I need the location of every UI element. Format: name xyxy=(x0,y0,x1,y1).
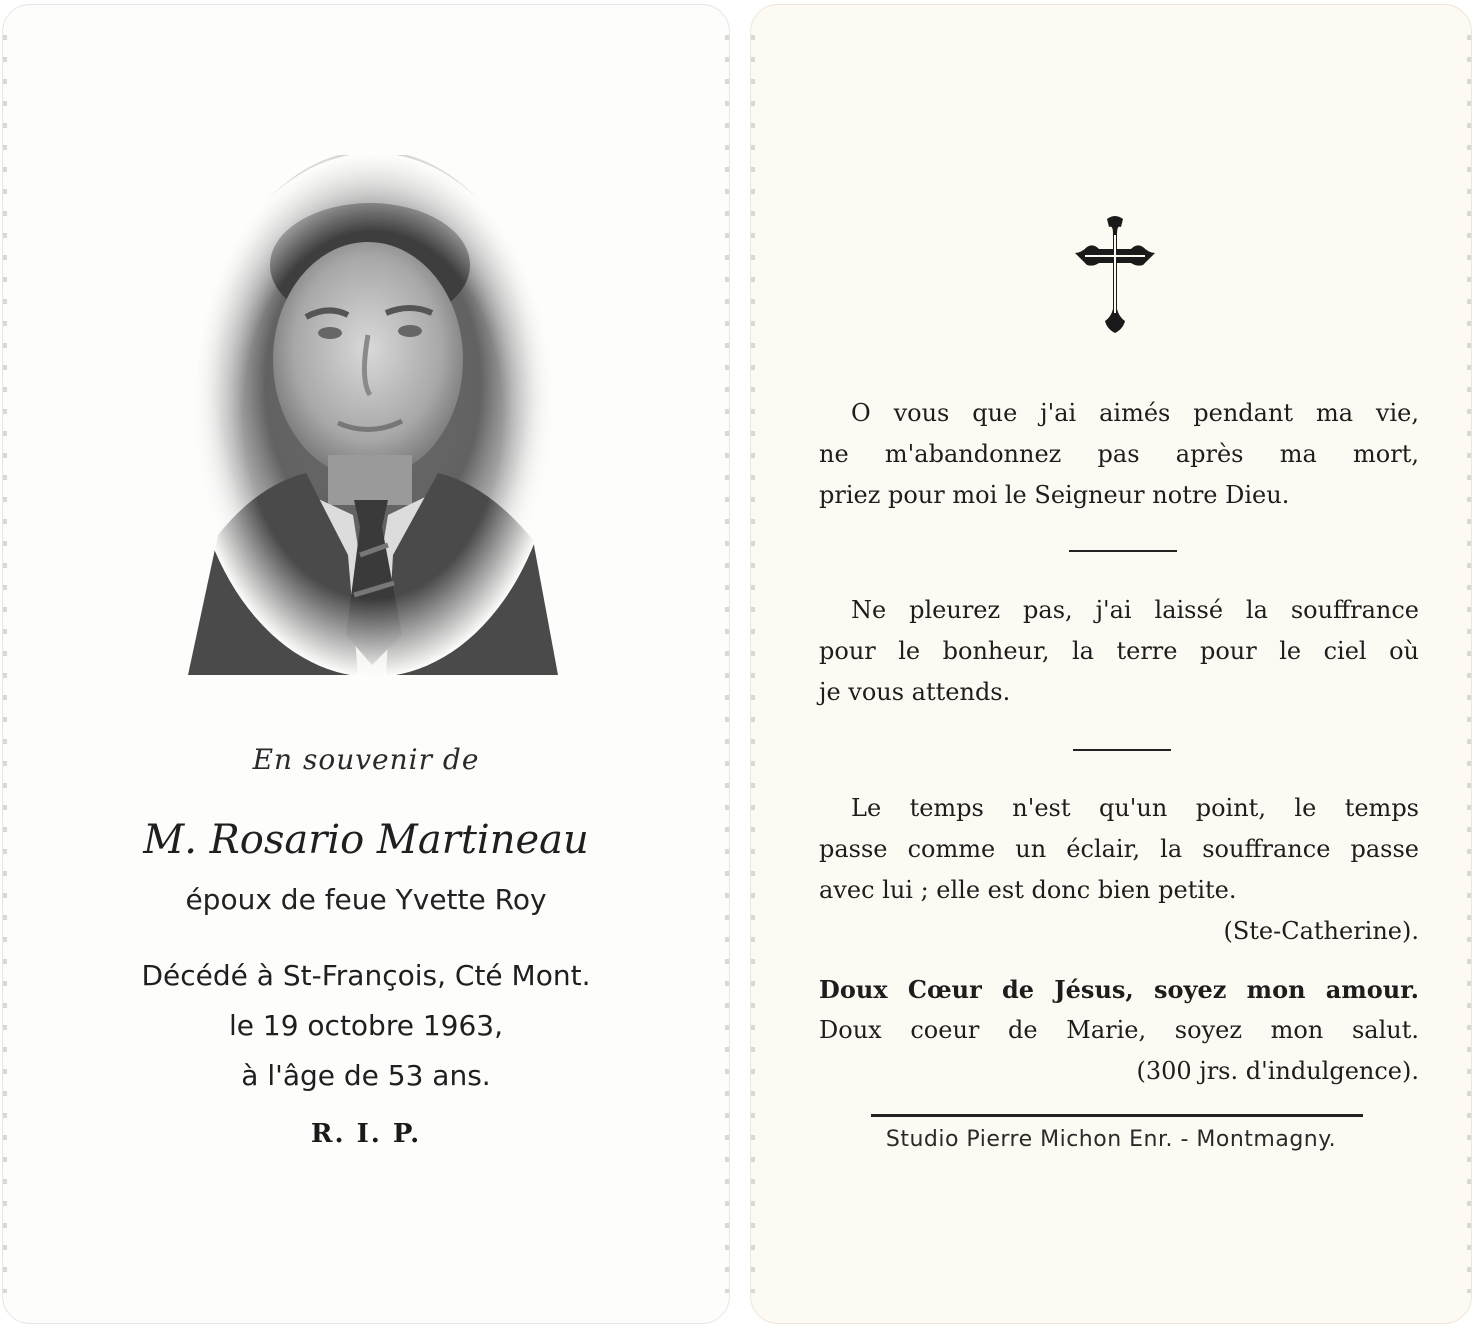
divider xyxy=(1069,550,1177,552)
spouse-line: époux de feue Yvette Roy xyxy=(185,883,547,916)
verse-line: pour le bonheur, la terre pour le ciel où xyxy=(819,637,1419,665)
indulgence-note: (300 jrs. d'indulgence). xyxy=(1136,1057,1419,1085)
verse-line: passe comme un éclair, la souffrance passe xyxy=(819,835,1419,863)
death-place: Décédé à St-François, Cté Mont. xyxy=(141,959,591,992)
verse-line: ne m'abandonnez pas après ma mort, xyxy=(819,440,1419,468)
verse-attribution: (Ste-Catherine). xyxy=(1223,917,1419,945)
studio-credit: Studio Pierre Michon Enr. - Montmagny. xyxy=(885,1127,1337,1152)
verse-line: avec lui ; elle est donc bien petite. xyxy=(819,876,1237,904)
verse-line: priez pour moi le Seigneur notre Dieu. xyxy=(819,481,1290,509)
verse-line: O vous que j'ai aimés pendant ma vie, xyxy=(851,399,1419,427)
memorial-card-back xyxy=(750,4,1472,1324)
verse-1 xyxy=(819,393,1419,516)
verse-line: Le temps n'est qu'un point, le temps xyxy=(851,794,1419,822)
portrait-photo xyxy=(188,155,558,675)
divider xyxy=(1073,749,1171,751)
cross-icon xyxy=(1073,213,1157,333)
footer-divider xyxy=(871,1114,1363,1117)
verse-2 xyxy=(819,590,1419,713)
prayer-line: Doux coeur de Marie, soyez mon salut. xyxy=(819,1016,1419,1044)
deceased-name: M. Rosario Martineau xyxy=(143,817,589,863)
death-date: le 19 octobre 1963, xyxy=(228,1009,504,1042)
verse-3 xyxy=(819,788,1419,952)
memorial-card-front xyxy=(2,4,730,1324)
prayer xyxy=(819,969,1419,1092)
in-memory-of-heading: En souvenir de xyxy=(252,743,480,776)
verse-line: Ne pleurez pas, j'ai laissé la souffrance xyxy=(851,596,1419,624)
rip-text: R. I. P. xyxy=(310,1119,422,1149)
prayer-line: Doux Cœur de Jésus, soyez mon amour. xyxy=(819,975,1419,1004)
death-age: à l'âge de 53 ans. xyxy=(241,1059,491,1092)
verse-line: je vous attends. xyxy=(819,678,1011,706)
